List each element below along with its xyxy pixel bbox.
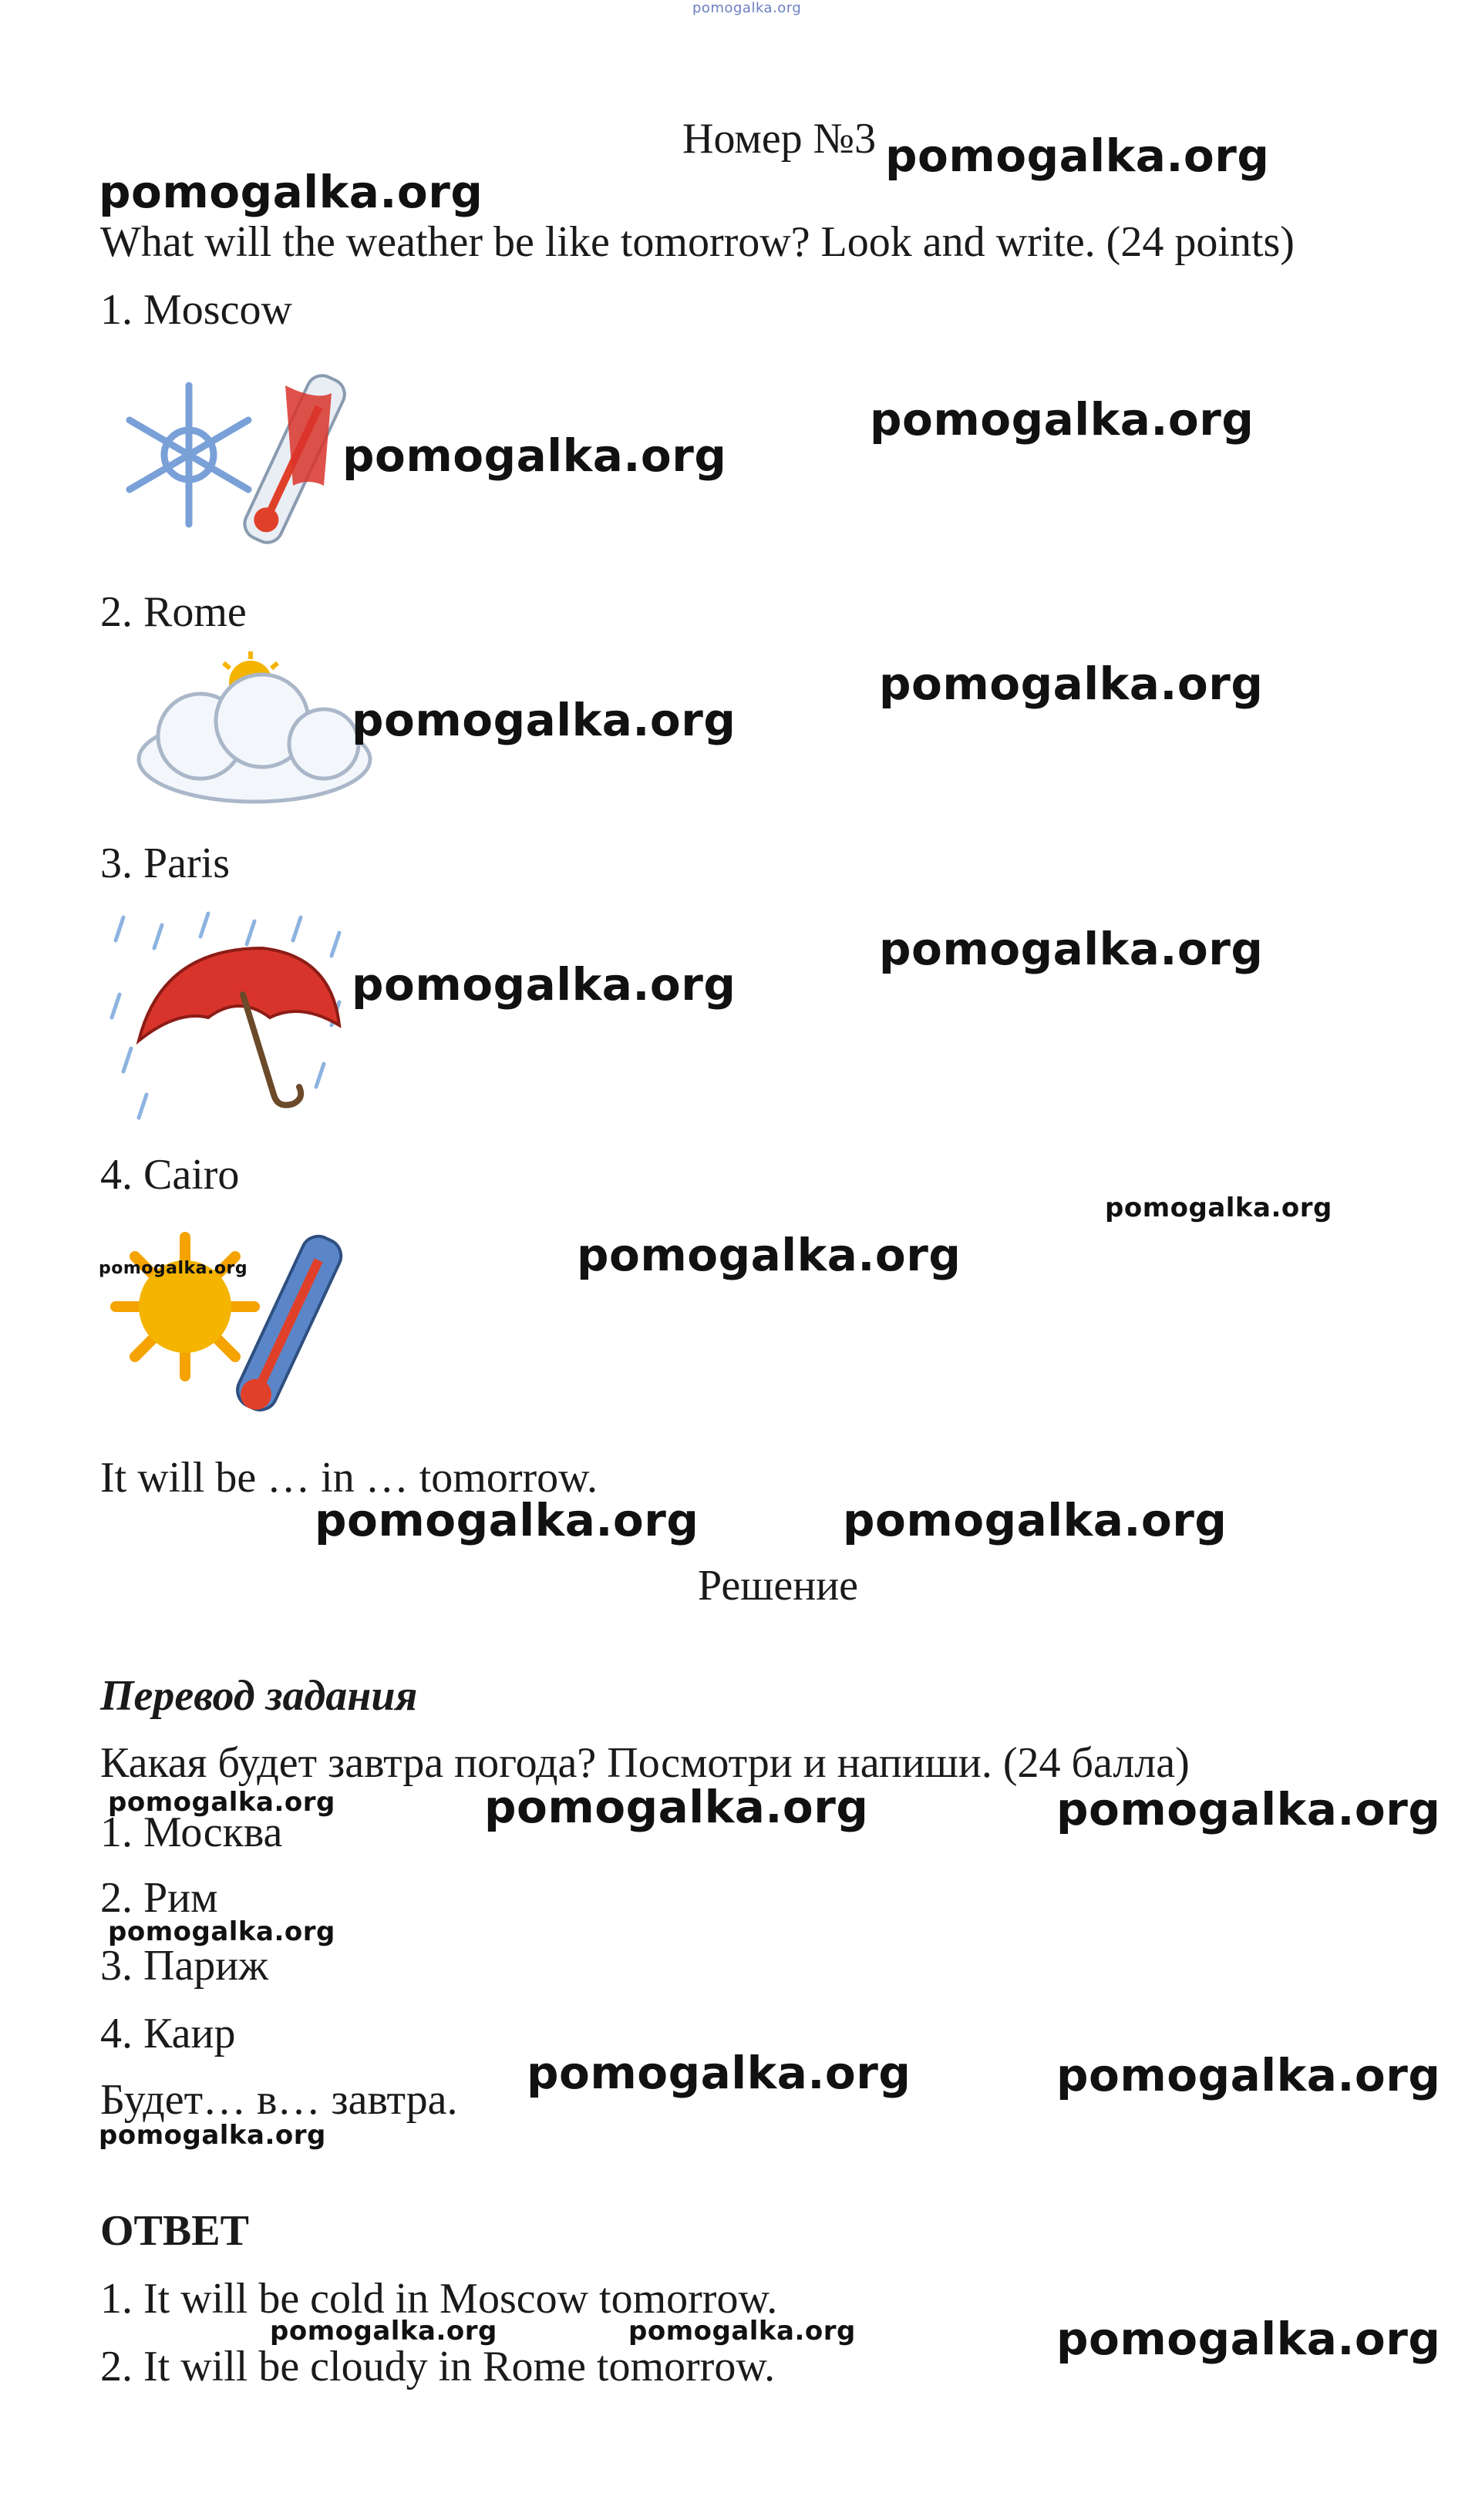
answer-line: 2. It will be cloudy in Rome tomorrow. bbox=[100, 2343, 776, 2390]
translation-city-paris: 3. Париж bbox=[100, 1942, 268, 1990]
city-label-rome: 2. Rome bbox=[100, 588, 247, 636]
watermark: pomogalka.org bbox=[108, 1916, 335, 1947]
watermark: pomogalka.org bbox=[577, 1229, 961, 1281]
answer-heading: ОТВЕТ bbox=[100, 2207, 249, 2255]
watermark: pomogalka.org bbox=[1056, 1783, 1441, 1835]
watermark: pomogalka.org bbox=[628, 2316, 856, 2347]
watermark: pomogalka.org bbox=[1056, 2049, 1441, 2101]
rain-umbrella-icon bbox=[108, 910, 362, 1122]
watermark: pomogalka.org bbox=[843, 1494, 1227, 1546]
watermark: pomogalka.org bbox=[484, 1781, 869, 1833]
city-label-paris: 3. Paris bbox=[100, 839, 230, 887]
watermark: pomogalka.org bbox=[108, 1787, 335, 1818]
watermark: pomogalka.org bbox=[879, 658, 1264, 710]
task-instruction: What will the weather be like tomorrow? Look and write. (24 points) bbox=[100, 218, 1295, 266]
watermark: pomogalka.org bbox=[315, 1494, 699, 1546]
watermark: pomogalka.org bbox=[1056, 2313, 1441, 2365]
city-label-cairo: 4. Cairo bbox=[100, 1151, 240, 1199]
watermark: pomogalka.org bbox=[99, 166, 483, 218]
solution-title: Решение bbox=[698, 1562, 859, 1610]
watermark: pomogalka.org bbox=[870, 393, 1254, 446]
watermark: pomogalka.org bbox=[1105, 1193, 1332, 1223]
translation-template-sentence: Будет… в… завтра. bbox=[100, 2076, 458, 2124]
sun-thermometer-icon bbox=[108, 1222, 355, 1438]
watermark: pomogalka.org bbox=[99, 2120, 326, 2151]
watermark: pomogalka.org bbox=[527, 2047, 911, 2099]
snowflake-thermometer-icon bbox=[108, 355, 362, 570]
city-label-moscow: 1. Moscow bbox=[100, 286, 292, 334]
translation-city-moscow: 1. Москва bbox=[100, 1808, 283, 1856]
translation-heading: Перевод задания bbox=[100, 1672, 418, 1720]
watermark-top: pomogalka.org bbox=[692, 0, 802, 16]
cloud-sun-icon bbox=[108, 651, 378, 813]
answer-line: 1. It will be cold in Moscow tomorrow. bbox=[100, 2275, 778, 2323]
task-template-sentence: It will be … in … tomorrow. bbox=[100, 1454, 598, 1502]
watermark: pomogalka.org bbox=[352, 694, 736, 746]
watermark: pomogalka.org bbox=[879, 923, 1264, 975]
watermark: pomogalka.org bbox=[99, 1259, 248, 1278]
watermark: pomogalka.org bbox=[342, 429, 727, 482]
exercise-number: Номер №3 bbox=[682, 115, 877, 163]
watermark: pomogalka.org bbox=[352, 958, 736, 1011]
translation-city-cairo: 4. Каир bbox=[100, 2010, 236, 2057]
watermark: pomogalka.org bbox=[885, 130, 1270, 182]
translation-instruction: Какая будет завтра погода? Посмотри и напиши. (24 балла) bbox=[100, 1739, 1190, 1787]
watermark: pomogalka.org bbox=[270, 2316, 497, 2347]
translation-city-rome: 2. Рим bbox=[100, 1874, 218, 1922]
